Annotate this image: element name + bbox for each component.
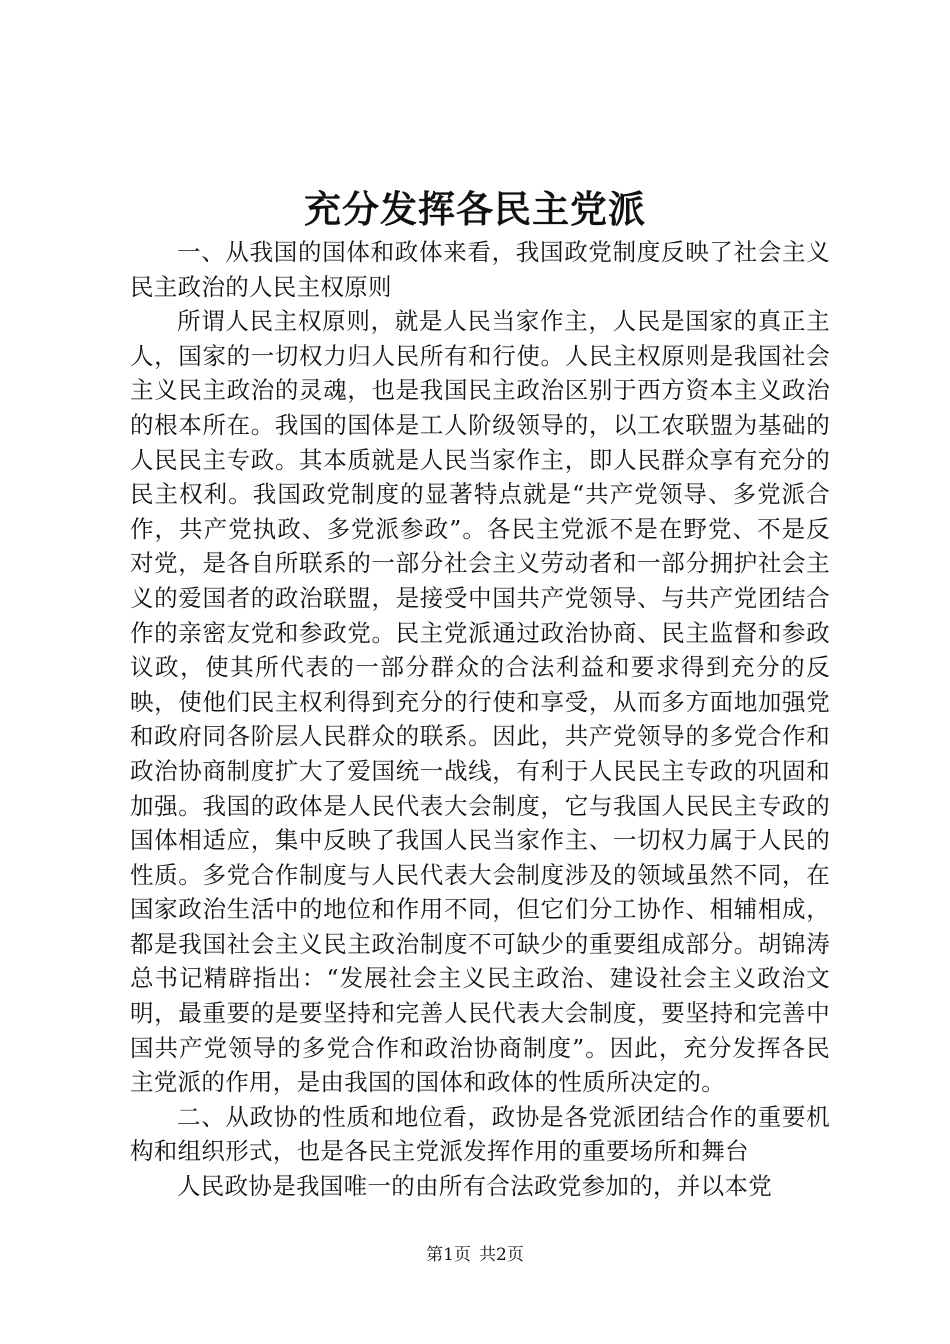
document-body — [130, 235, 830, 1204]
page-total: 共2页 — [479, 1245, 524, 1265]
document-title: 充分发挥各民主党派 — [304, 187, 646, 231]
page-number: 第1页 — [426, 1245, 471, 1265]
section-heading-1: 一、从我国的国体和政体来看，我国政党制度反映了社会主义民主政治的人民主权原则 — [130, 238, 830, 301]
body-paragraph-2: 人民政协是我国唯一的由所有合法政党参加的，并以本党 — [177, 1172, 772, 1201]
body-paragraph-1: 所谓人民主权原则，就是人民当家作主，人民是国家的真正主人，国家的一切权力归人民所有和行使。人民主权原则是我国社会主义民主政治的灵魂，也是我国民主政治区别于西方资本主义政治的根本所在。我国的国体是工人阶级领导的，以工农联盟为基础的人民民主专政。其本质就是人民当家作主，即人民群众享有充分的民主权利。我国政党制度的显著特点就是“共产党领导、多党派合作，共产党执政、多党派参政”。各民主党派不是在野党、不是反对党，是各自所联系的一部分社会主义劳动者和一部分拥护社会主义的爱国者的政治联盟，是接受中国共产党领导、与共产党团结合作的亲密友党和参政党。民主党派通过政治协商、民主监督和参政议政，使其所代表的一部分群众的合法利益和要求得到充分的反映，使他们民主权利得到充分的行使和享受，从而多方面地加强党和政府同各阶层人民群众的联系。因此，共产党领导的多党合作和政治协商制度扩大了爱国统一战线，有利于人民民主专政的巩固和加强。我国的政体是人民代表大会制度，它与我国人民民主专政的国体相适应，集中反映了我国人民当家作主、一切权力属于人民的性质。多党合作制度与人民代表大会制度涉及的领域虽然不同，在国家政治生活中的地位和作用不同，但它们分工协作、相辅相成，都是我国社会主义民主政治制度不可缺少的重要组成部分。胡锦涛总书记精辟指出：“发展社会主义民主政治、建设社会主义政治文明，最重要的是要坚持和完善人民代表大会制度，要坚持和完善中国共产党领导的多党合作和政治协商制度”。因此，充分发挥各民主党派的作用，是由我国的国体和政体的性质所决定的。 — [130, 307, 830, 1097]
section-heading-2: 二、从政协的性质和地位看，政协是各党派团结合作的重要机构和组织形式，也是各民主党派发挥作用的重要场所和舞台 — [130, 1102, 830, 1166]
page-footer — [0, 1243, 950, 1267]
